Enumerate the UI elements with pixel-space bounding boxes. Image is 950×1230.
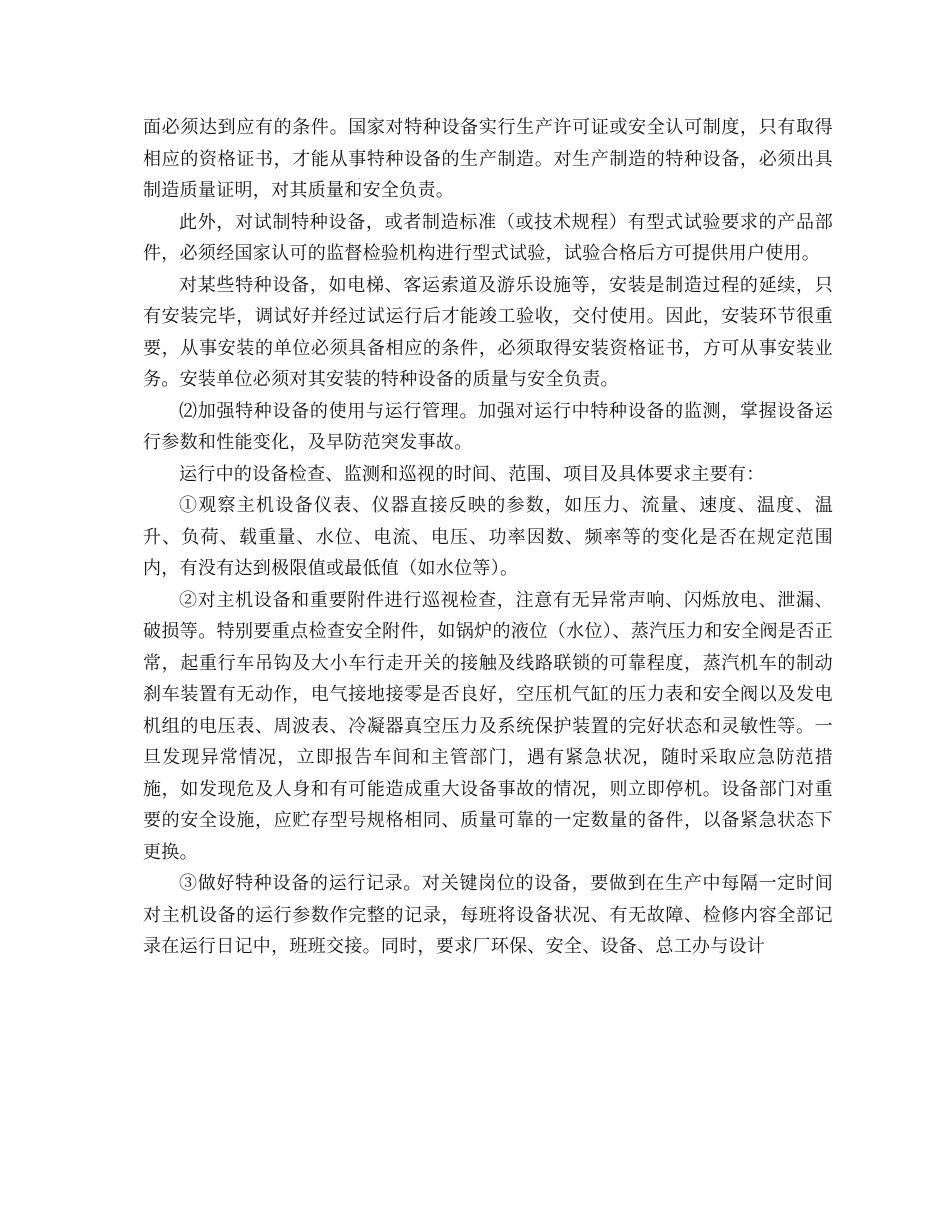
paragraph-type-testing: 此外，对试制特种设备，或者制造标准（或技术规程）有型式试验要求的产品部件，必须经国家认可的监督检验机构进行型式试验，试验合格后方可提供用户使用。 [143, 211, 833, 264]
document-body [143, 112, 833, 963]
paragraph-inspection-intro: 运行中的设备检查、监测和巡视的时间、范围、项目及具体要求主要有： [179, 463, 765, 485]
paragraph-operation-management: ⑵加强特种设备的使用与运行管理。加强对运行中特种设备的监测，掌握设备运行参数和性能变化，及早防范突发事故。 [143, 400, 833, 453]
paragraph-item-3: ③做好特种设备的运行记录。对关键岗位的设备，要做到在生产中每隔一定时间对主机设备的运行参数作完整的记录，每班将设备状况、有无故障、检修内容全部记录在运行日记中，班班交接。同时，要求厂环保、安全、设备、总工办与设计 [143, 873, 833, 957]
paragraph-item-2: ②对主机设备和重要附件进行巡视检查，注意有无异常声响、闪烁放电、泄漏、破损等。特别要重点检查安全附件，如锅炉的液位（水位）、蒸汽压力和安全阀是否正常，起重行车吊钩及大小车行走开关的接触及线路联锁的可靠程度，蒸汽机车的制动刹车装置有无动作，电气接地接零是否良好，空压机气缸的压力表和安全阀以及发电机组的电压表、周波表、冷凝器真空压力及系统保护装置的完好状态和灵敏性等。一旦发现异常情况，立即报告车间和主管部门，遇有紧急状况，随时采取应急防范措施，如发现危及人身和有可能造成重大设备事故的情况，则立即停机。设备部门对重要的安全设施，应贮存型号规格相同、质量可靠的一定数量的备件，以备紧急状态下更换。 [143, 589, 833, 863]
paragraph-item-1: ①观察主机设备仪表、仪器直接反映的参数，如压力、流量、速度、温度、温升、负荷、载重量、水位、电流、电压、功率因数、频率等的变化是否在规定范围内，有没有达到极限值或最低值（如水位等）。 [143, 495, 833, 579]
paragraph-installation: 对某些特种设备，如电梯、客运索道及游乐设施等，安装是制造过程的延续，只有安装完毕，调试好并经过试运行后才能竣工验收，交付使用。因此，安装环节很重要，从事安装的单位必须具备相应的条件，必须取得安装资格证书，方可从事安装业务。安装单位必须对其安装的特种设备的质量与安全负责。 [143, 274, 833, 390]
paragraph-continuation: 面必须达到应有的条件。国家对特种设备实行生产许可证或安全认可制度，只有取得相应的资格证书，才能从事特种设备的生产制造。对生产制造的特种设备，必须出具制造质量证明，对其质量和安全负责。 [143, 117, 833, 201]
